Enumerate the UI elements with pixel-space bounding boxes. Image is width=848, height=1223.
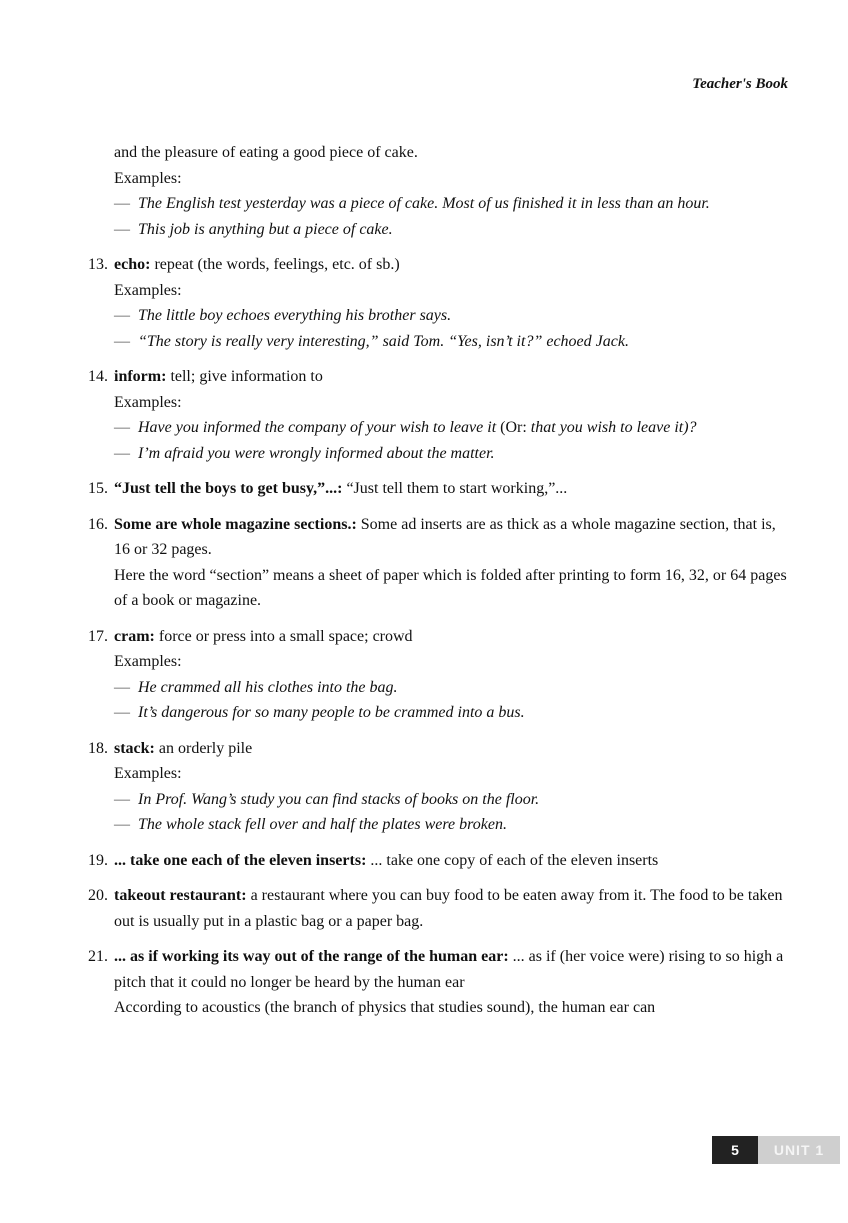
entry-term: “Just tell the boys to get busy,”...: [114, 480, 343, 497]
entry-term: inform: [114, 368, 167, 385]
entry-magazine-sections [80, 512, 790, 614]
example-line: — The English test yesterday was a piece of cake. Most of us finished it in less than an hour. [114, 195, 710, 212]
example-line: — I’m afraid you were wrongly informed about the matter. [114, 444, 495, 462]
entry-echo [80, 252, 790, 354]
entry-number: 18. [88, 739, 108, 757]
entry-note: According to acoustics (the branch of physics that studies sound), the human ear can [114, 999, 656, 1016]
entry-stack [80, 736, 790, 838]
entry-term: echo: [114, 256, 151, 273]
entry-number: 15. [88, 480, 108, 497]
examples-label: Examples: [114, 393, 182, 411]
entry-term: stack: [114, 739, 155, 757]
example-line: — The whole stack fell over and half the plates were broken. [114, 816, 507, 833]
entry-definition: force or press into a small space; crowd [158, 627, 413, 645]
entry-term: ... take one each of the eleven inserts: [114, 851, 367, 869]
page-footer [712, 1136, 840, 1164]
entry-definition: Some ad inserts are as thick as a whole magazine section, that is, 16 or 32 pages. [114, 515, 776, 558]
entry-cram [80, 624, 790, 726]
entry-term: ... as if working its way out of the range of the human ear: [114, 948, 509, 965]
entry-number: 21. [88, 948, 108, 965]
entry-takeout [80, 883, 790, 934]
entry-human-ear [80, 944, 790, 1021]
entry-term: cram: [114, 627, 155, 645]
entry-definition: ... take one copy of each of the eleven inserts [370, 851, 659, 869]
entry-note: Here the word “section” means a sheet of paper which is folded after printing to form 16, 32, or 64 pages of a book or magazine. [114, 566, 787, 609]
page-content [80, 140, 790, 1031]
entry-number: 19. [88, 851, 108, 869]
entry-definition: repeat (the words, feelings, etc. of sb.) [154, 256, 400, 273]
unit-label: UNIT 1 [758, 1136, 840, 1164]
entry-inserts [80, 848, 790, 874]
example-line: — This job is anything but a piece of cake. [114, 220, 393, 238]
page-number: 5 [712, 1136, 758, 1164]
entry-inform [80, 364, 790, 466]
example-line: — Have you informed the company of your wish to leave it (Or: that you wish to leave it)? [114, 419, 697, 436]
entry-get-busy [80, 476, 790, 502]
example-line: — The little boy echoes everything his brother says. [114, 307, 452, 324]
entry-term: Some are whole magazine sections.: [114, 515, 357, 533]
entry-definition: an orderly pile [158, 739, 253, 757]
examples-label: Examples: [114, 169, 182, 187]
running-header: Teacher's Book [692, 76, 788, 92]
entry-number: 14. [88, 368, 108, 385]
entry-definition: tell; give information to [170, 368, 323, 385]
entry-number: 20. [88, 887, 108, 904]
example-line: — It’s dangerous for so many people to be crammed into a bus. [114, 704, 525, 721]
entry-number: 13. [88, 256, 108, 273]
examples-label: Examples: [114, 281, 182, 299]
entry-term: takeout restaurant: [114, 887, 247, 904]
examples-label: Examples: [114, 653, 182, 670]
entry-number: 16. [88, 515, 108, 533]
entry-number: 17. [88, 627, 108, 645]
entry-definition: ... as if (her voice were) rising to so high a pitch that it could no longer be heard by the human ear [114, 948, 784, 991]
entry-definition: a restaurant where you can buy food to be eaten away from it. The food to be taken out is usually put in a plastic bag or a paper bag. [114, 887, 783, 930]
continuation-block [80, 140, 790, 242]
continuation-text: and the pleasure of eating a good piece of cake. [114, 144, 418, 161]
example-line: — He crammed all his clothes into the bag. [114, 678, 398, 696]
example-line: — “The story is really very interesting,” said Tom. “Yes, isn’t it?” echoed Jack. [114, 332, 629, 350]
entry-definition: “Just tell them to start working,”... [346, 480, 568, 497]
example-line: — In Prof. Wang’s study you can find stacks of books on the floor. [114, 790, 540, 808]
examples-label: Examples: [114, 765, 182, 782]
